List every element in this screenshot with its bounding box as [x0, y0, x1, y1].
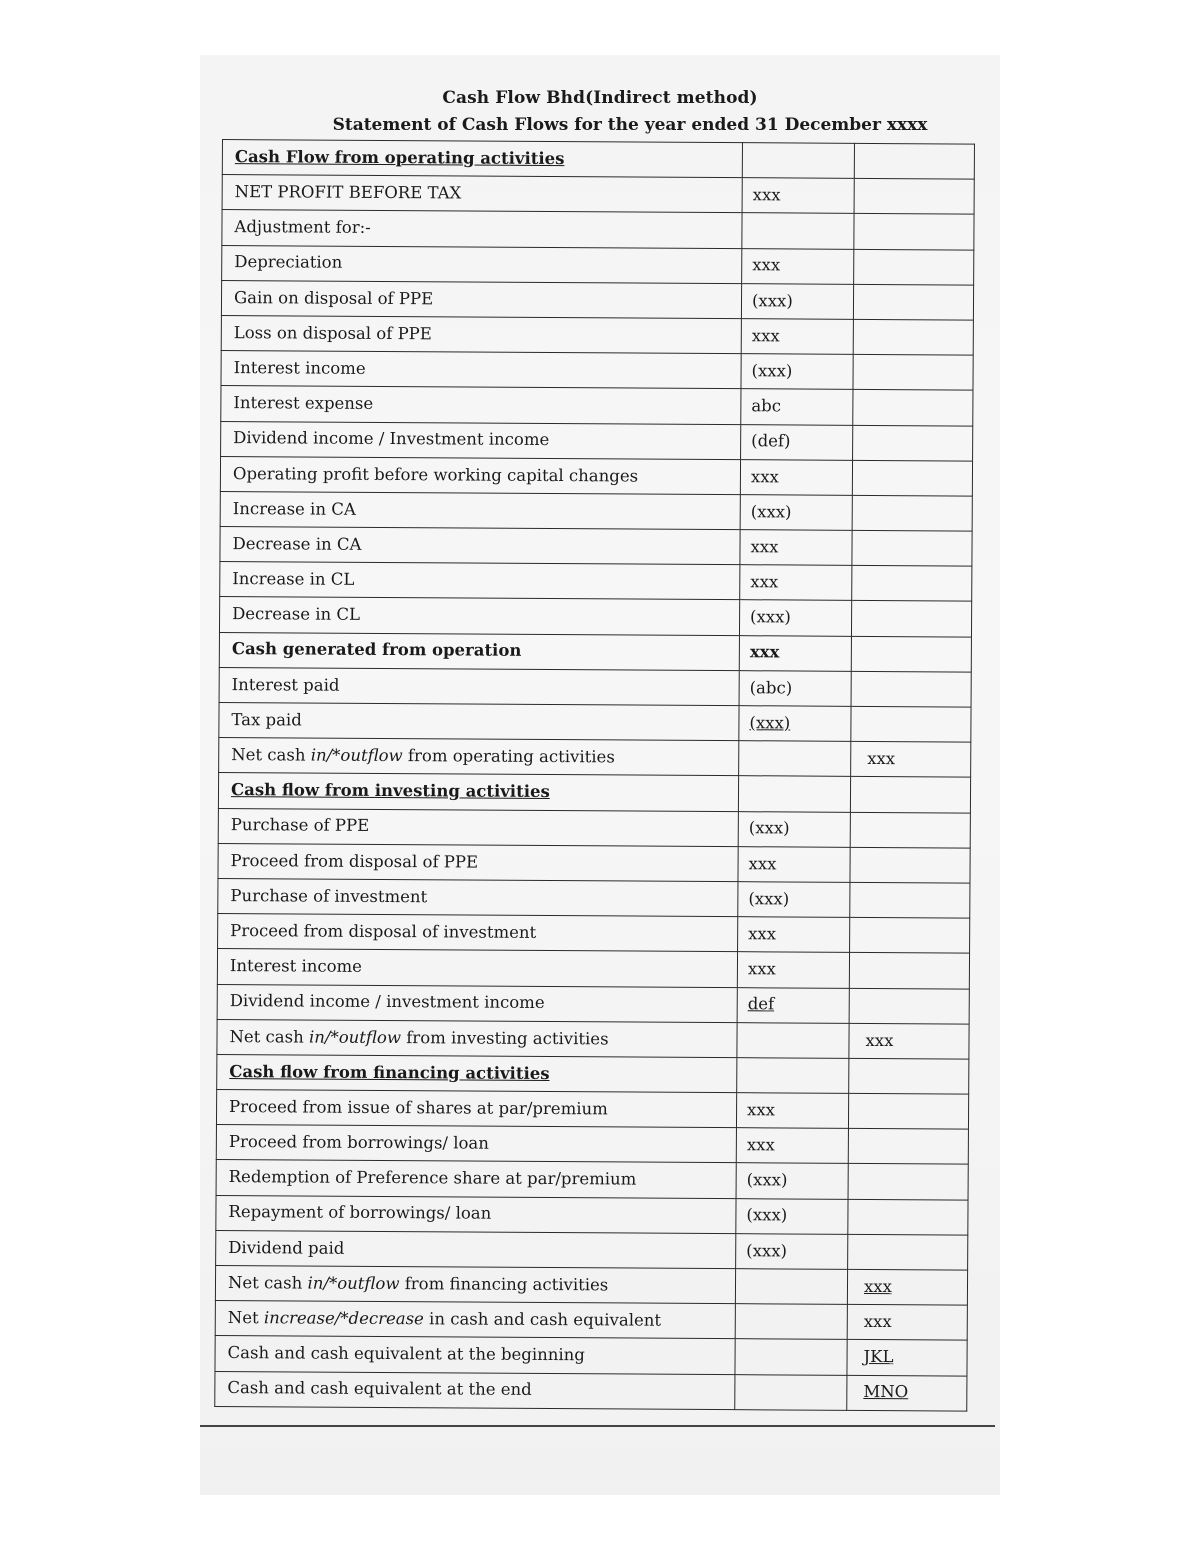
amount-cell	[742, 213, 854, 249]
total-cell	[850, 917, 970, 953]
amount-value: xxx	[748, 924, 777, 944]
total-cell	[851, 742, 971, 778]
table-row	[221, 315, 973, 355]
total-cell	[850, 847, 970, 883]
row-description	[217, 984, 737, 1022]
amount-value: (xxx)	[750, 501, 792, 522]
amount-cell	[739, 706, 851, 742]
row-label: Depreciation	[234, 252, 343, 273]
table-row	[222, 210, 974, 250]
amount-value: (xxx)	[746, 1205, 788, 1225]
total-cell	[851, 671, 971, 707]
total-cell	[847, 1305, 967, 1341]
total-cell	[849, 953, 969, 989]
total-cell	[853, 390, 973, 426]
total-cell	[852, 495, 972, 531]
amount-cell	[740, 495, 852, 531]
amount-cell	[741, 424, 853, 460]
statement-title: Cash Flow Bhd(Indirect method)	[442, 88, 758, 108]
row-label-part: Net cash	[227, 1272, 308, 1293]
statement-subtitle: Statement of Cash Flows for the year ended 31 December xxxx	[332, 115, 928, 135]
table-row	[220, 562, 972, 602]
row-description	[220, 562, 740, 600]
row-label: Dividend paid	[228, 1237, 345, 1258]
total-value: xxx	[867, 748, 896, 769]
row-label: Interest expense	[233, 393, 374, 414]
row-label: Proceed from issue of shares at par/premium	[229, 1096, 608, 1119]
table-row	[218, 808, 970, 848]
table-row	[219, 702, 971, 742]
total-cell	[848, 1234, 968, 1270]
row-description	[215, 1371, 735, 1409]
row-description	[222, 245, 742, 283]
amount-cell	[740, 530, 852, 566]
row-description	[217, 949, 737, 987]
row-label: Proceed from borrowings/ loan	[228, 1132, 489, 1153]
table-row	[216, 1125, 968, 1165]
table-row	[222, 245, 974, 285]
table-row	[217, 949, 969, 989]
row-label-italic: in/*outflow	[308, 1027, 402, 1047]
amount-value: xxx	[750, 537, 779, 557]
row-description	[222, 140, 742, 178]
amount-cell	[737, 952, 849, 988]
table-row	[216, 1230, 968, 1270]
row-description	[219, 632, 739, 670]
amount-cell	[741, 389, 853, 425]
amount-cell	[736, 1163, 848, 1199]
amount-cell	[741, 283, 853, 319]
amount-cell	[735, 1304, 847, 1340]
row-description	[220, 491, 740, 529]
amount-cell	[739, 741, 851, 777]
row-description	[218, 773, 738, 811]
row-description	[218, 843, 738, 881]
table-row	[221, 386, 973, 426]
amount-cell	[738, 811, 850, 847]
row-label: Decrease in CL	[232, 604, 361, 625]
total-cell	[850, 882, 970, 918]
end-strike-line	[200, 1425, 995, 1427]
row-label-part: Net	[227, 1308, 264, 1328]
row-description	[218, 914, 738, 952]
row-label: Dividend income / Investment income	[233, 428, 550, 450]
row-description	[216, 1125, 736, 1163]
amount-cell	[737, 987, 849, 1023]
table-row	[219, 632, 971, 672]
row-label: Tax paid	[231, 709, 302, 730]
row-description	[217, 1054, 737, 1092]
amount-cell	[735, 1374, 847, 1410]
amount-cell	[736, 1093, 848, 1129]
amount-cell	[740, 565, 852, 601]
table-row	[220, 527, 972, 567]
amount-cell	[741, 319, 853, 355]
row-description	[216, 1230, 736, 1268]
row-label: Adjustment for:-	[234, 217, 371, 238]
total-cell	[849, 988, 969, 1024]
row-label: Operating profit before working capital changes	[232, 463, 639, 486]
row-label: Cash Flow from operating activities	[234, 146, 565, 168]
table-row	[222, 175, 974, 215]
amount-cell	[738, 917, 850, 953]
total-cell	[853, 284, 973, 320]
row-label-part: from operating activities	[402, 746, 615, 767]
total-cell	[854, 214, 974, 250]
row-label: Interest paid	[231, 674, 340, 695]
amount-value: xxx	[746, 1135, 775, 1155]
table-row	[219, 738, 971, 778]
row-label: Cash and cash equivalent at the beginning	[227, 1343, 585, 1365]
amount-value: xxx	[750, 466, 779, 486]
row-label: Cash flow from investing activities	[230, 780, 550, 802]
amount-value: def	[747, 994, 775, 1014]
amount-cell	[736, 1128, 848, 1164]
amount-cell	[736, 1233, 848, 1269]
table-row	[215, 1371, 967, 1411]
amount-cell	[739, 600, 851, 636]
row-label-part: from financing activities	[399, 1273, 609, 1295]
total-value: JKL	[863, 1347, 894, 1367]
total-cell	[852, 460, 972, 496]
row-description	[221, 351, 741, 389]
total-cell	[851, 636, 971, 672]
table-row	[219, 667, 971, 707]
amount-cell	[741, 354, 853, 390]
row-label-italic: in/*outflow	[307, 1273, 400, 1293]
table-row	[220, 491, 972, 531]
amount-cell	[739, 635, 851, 671]
row-description	[215, 1336, 735, 1374]
row-label: Repayment of borrowings/ loan	[228, 1202, 492, 1224]
amount-value: (abc)	[749, 677, 793, 698]
table-row	[216, 1160, 968, 1200]
total-cell	[849, 1023, 969, 1059]
row-description	[218, 878, 738, 916]
row-label: Interest income	[229, 956, 363, 977]
table-row	[215, 1301, 967, 1341]
amount-cell	[738, 882, 850, 918]
amount-value: (def)	[751, 431, 791, 451]
total-cell	[854, 179, 974, 215]
row-label: Gain on disposal of PPE	[233, 287, 434, 308]
table-row	[221, 421, 973, 461]
row-description	[221, 421, 741, 459]
row-label: Proceed from disposal of PPE	[230, 850, 479, 872]
row-label: Decrease in CA	[232, 533, 362, 554]
row-label: Cash flow from financing activities	[229, 1061, 550, 1083]
row-description	[218, 808, 738, 846]
total-value: MNO	[863, 1382, 909, 1402]
total-cell	[852, 530, 972, 566]
amount-value: (xxx)	[749, 713, 791, 733]
amount-cell	[740, 459, 852, 495]
amount-value: xxx	[752, 185, 781, 205]
total-cell	[854, 143, 974, 179]
row-label: Cash generated from operation	[231, 639, 522, 661]
total-cell	[851, 706, 971, 742]
row-description	[217, 1019, 737, 1057]
cash-flow-table	[214, 139, 975, 1411]
total-cell	[850, 777, 970, 813]
amount-cell	[742, 143, 854, 179]
row-label: Purchase of PPE	[230, 815, 370, 836]
table-row	[215, 1336, 967, 1376]
row-label-part: Net cash	[231, 745, 311, 765]
total-cell	[854, 249, 974, 285]
amount-value: xxx	[752, 255, 781, 275]
total-cell	[847, 1269, 967, 1305]
total-cell	[853, 425, 973, 461]
row-description	[222, 175, 742, 213]
total-value: xxx	[863, 1311, 892, 1332]
row-label-part: in cash and cash equivalent	[423, 1309, 662, 1330]
row-label: Cash and cash equivalent at the end	[227, 1378, 532, 1400]
row-label: Increase in CL	[232, 569, 355, 589]
table-row	[221, 280, 973, 320]
row-description	[221, 315, 741, 353]
table-row	[218, 914, 970, 954]
table-row	[218, 843, 970, 883]
total-cell	[853, 319, 973, 355]
row-description	[222, 210, 742, 248]
row-label: Purchase of investment	[230, 885, 428, 907]
row-description	[221, 280, 741, 318]
total-value: xxx	[865, 1030, 894, 1050]
amount-cell	[737, 1022, 849, 1058]
amount-value: (xxx)	[746, 1240, 788, 1261]
total-cell	[852, 566, 972, 602]
total-value: xxx	[863, 1276, 892, 1296]
amount-value: xxx	[751, 326, 780, 346]
row-description	[215, 1301, 735, 1339]
table-row	[218, 773, 970, 813]
row-description	[216, 1090, 736, 1128]
table-row	[220, 456, 972, 496]
total-cell	[847, 1375, 967, 1411]
row-description	[219, 738, 739, 776]
amount-value: (xxx)	[751, 290, 793, 311]
amount-value: xxx	[747, 959, 776, 979]
row-label-part: Net cash	[229, 1026, 310, 1047]
amount-cell	[738, 846, 850, 882]
table-row	[221, 351, 973, 391]
table-row	[215, 1265, 967, 1305]
table-row	[219, 597, 971, 637]
row-description	[220, 456, 740, 494]
row-label: Loss on disposal of PPE	[233, 322, 432, 344]
total-cell	[848, 1164, 968, 1200]
row-label: Proceed from disposal of investment	[230, 921, 537, 942]
total-cell	[851, 601, 971, 637]
table-row	[217, 1019, 969, 1059]
total-cell	[848, 1093, 968, 1129]
total-cell	[853, 354, 973, 390]
row-description	[220, 527, 740, 565]
table-row	[216, 1195, 968, 1235]
amount-cell	[735, 1269, 847, 1305]
amount-value: abc	[751, 396, 782, 416]
amount-cell	[742, 248, 854, 284]
row-label-italic: in/*outflow	[310, 745, 403, 766]
amount-value: xxx	[748, 853, 777, 873]
table-row	[216, 1090, 968, 1130]
amount-value: xxx	[750, 572, 779, 592]
total-cell	[848, 1129, 968, 1165]
amount-value: xxx	[749, 642, 780, 662]
row-description	[221, 386, 741, 424]
amount-value: (xxx)	[751, 361, 793, 381]
row-label-part: from investing activities	[400, 1027, 609, 1048]
table-row	[217, 984, 969, 1024]
row-description	[219, 667, 739, 705]
row-label: Dividend income / investment income	[229, 991, 545, 1013]
amount-value: (xxx)	[748, 818, 790, 838]
row-description	[216, 1195, 736, 1233]
amount-cell	[739, 670, 851, 706]
row-description	[219, 702, 739, 740]
amount-value: (xxx)	[746, 1170, 788, 1190]
amount-value: (xxx)	[750, 607, 791, 627]
row-description	[215, 1265, 735, 1303]
amount-cell	[742, 178, 854, 214]
amount-value: xxx	[747, 1100, 776, 1120]
table-row	[218, 878, 970, 918]
total-cell	[849, 1058, 969, 1094]
total-cell	[850, 812, 970, 848]
amount-cell	[736, 1198, 848, 1234]
row-label: Increase in CA	[232, 498, 356, 519]
amount-cell	[737, 1058, 849, 1094]
row-label-italic: increase/*decrease	[263, 1308, 424, 1329]
row-description	[216, 1160, 736, 1198]
table-row	[222, 140, 974, 180]
amount-value: (xxx)	[748, 889, 790, 909]
amount-cell	[735, 1339, 847, 1375]
row-description	[219, 597, 739, 635]
total-cell	[848, 1199, 968, 1235]
row-label: NET PROFIT BEFORE TAX	[234, 182, 462, 203]
cash-flow-table-body	[215, 140, 975, 1411]
total-cell	[847, 1340, 967, 1376]
amount-cell	[738, 776, 850, 812]
row-label: Redemption of Preference share at par/premium	[228, 1167, 637, 1189]
table-row	[217, 1054, 969, 1094]
row-label: Interest income	[233, 358, 366, 378]
